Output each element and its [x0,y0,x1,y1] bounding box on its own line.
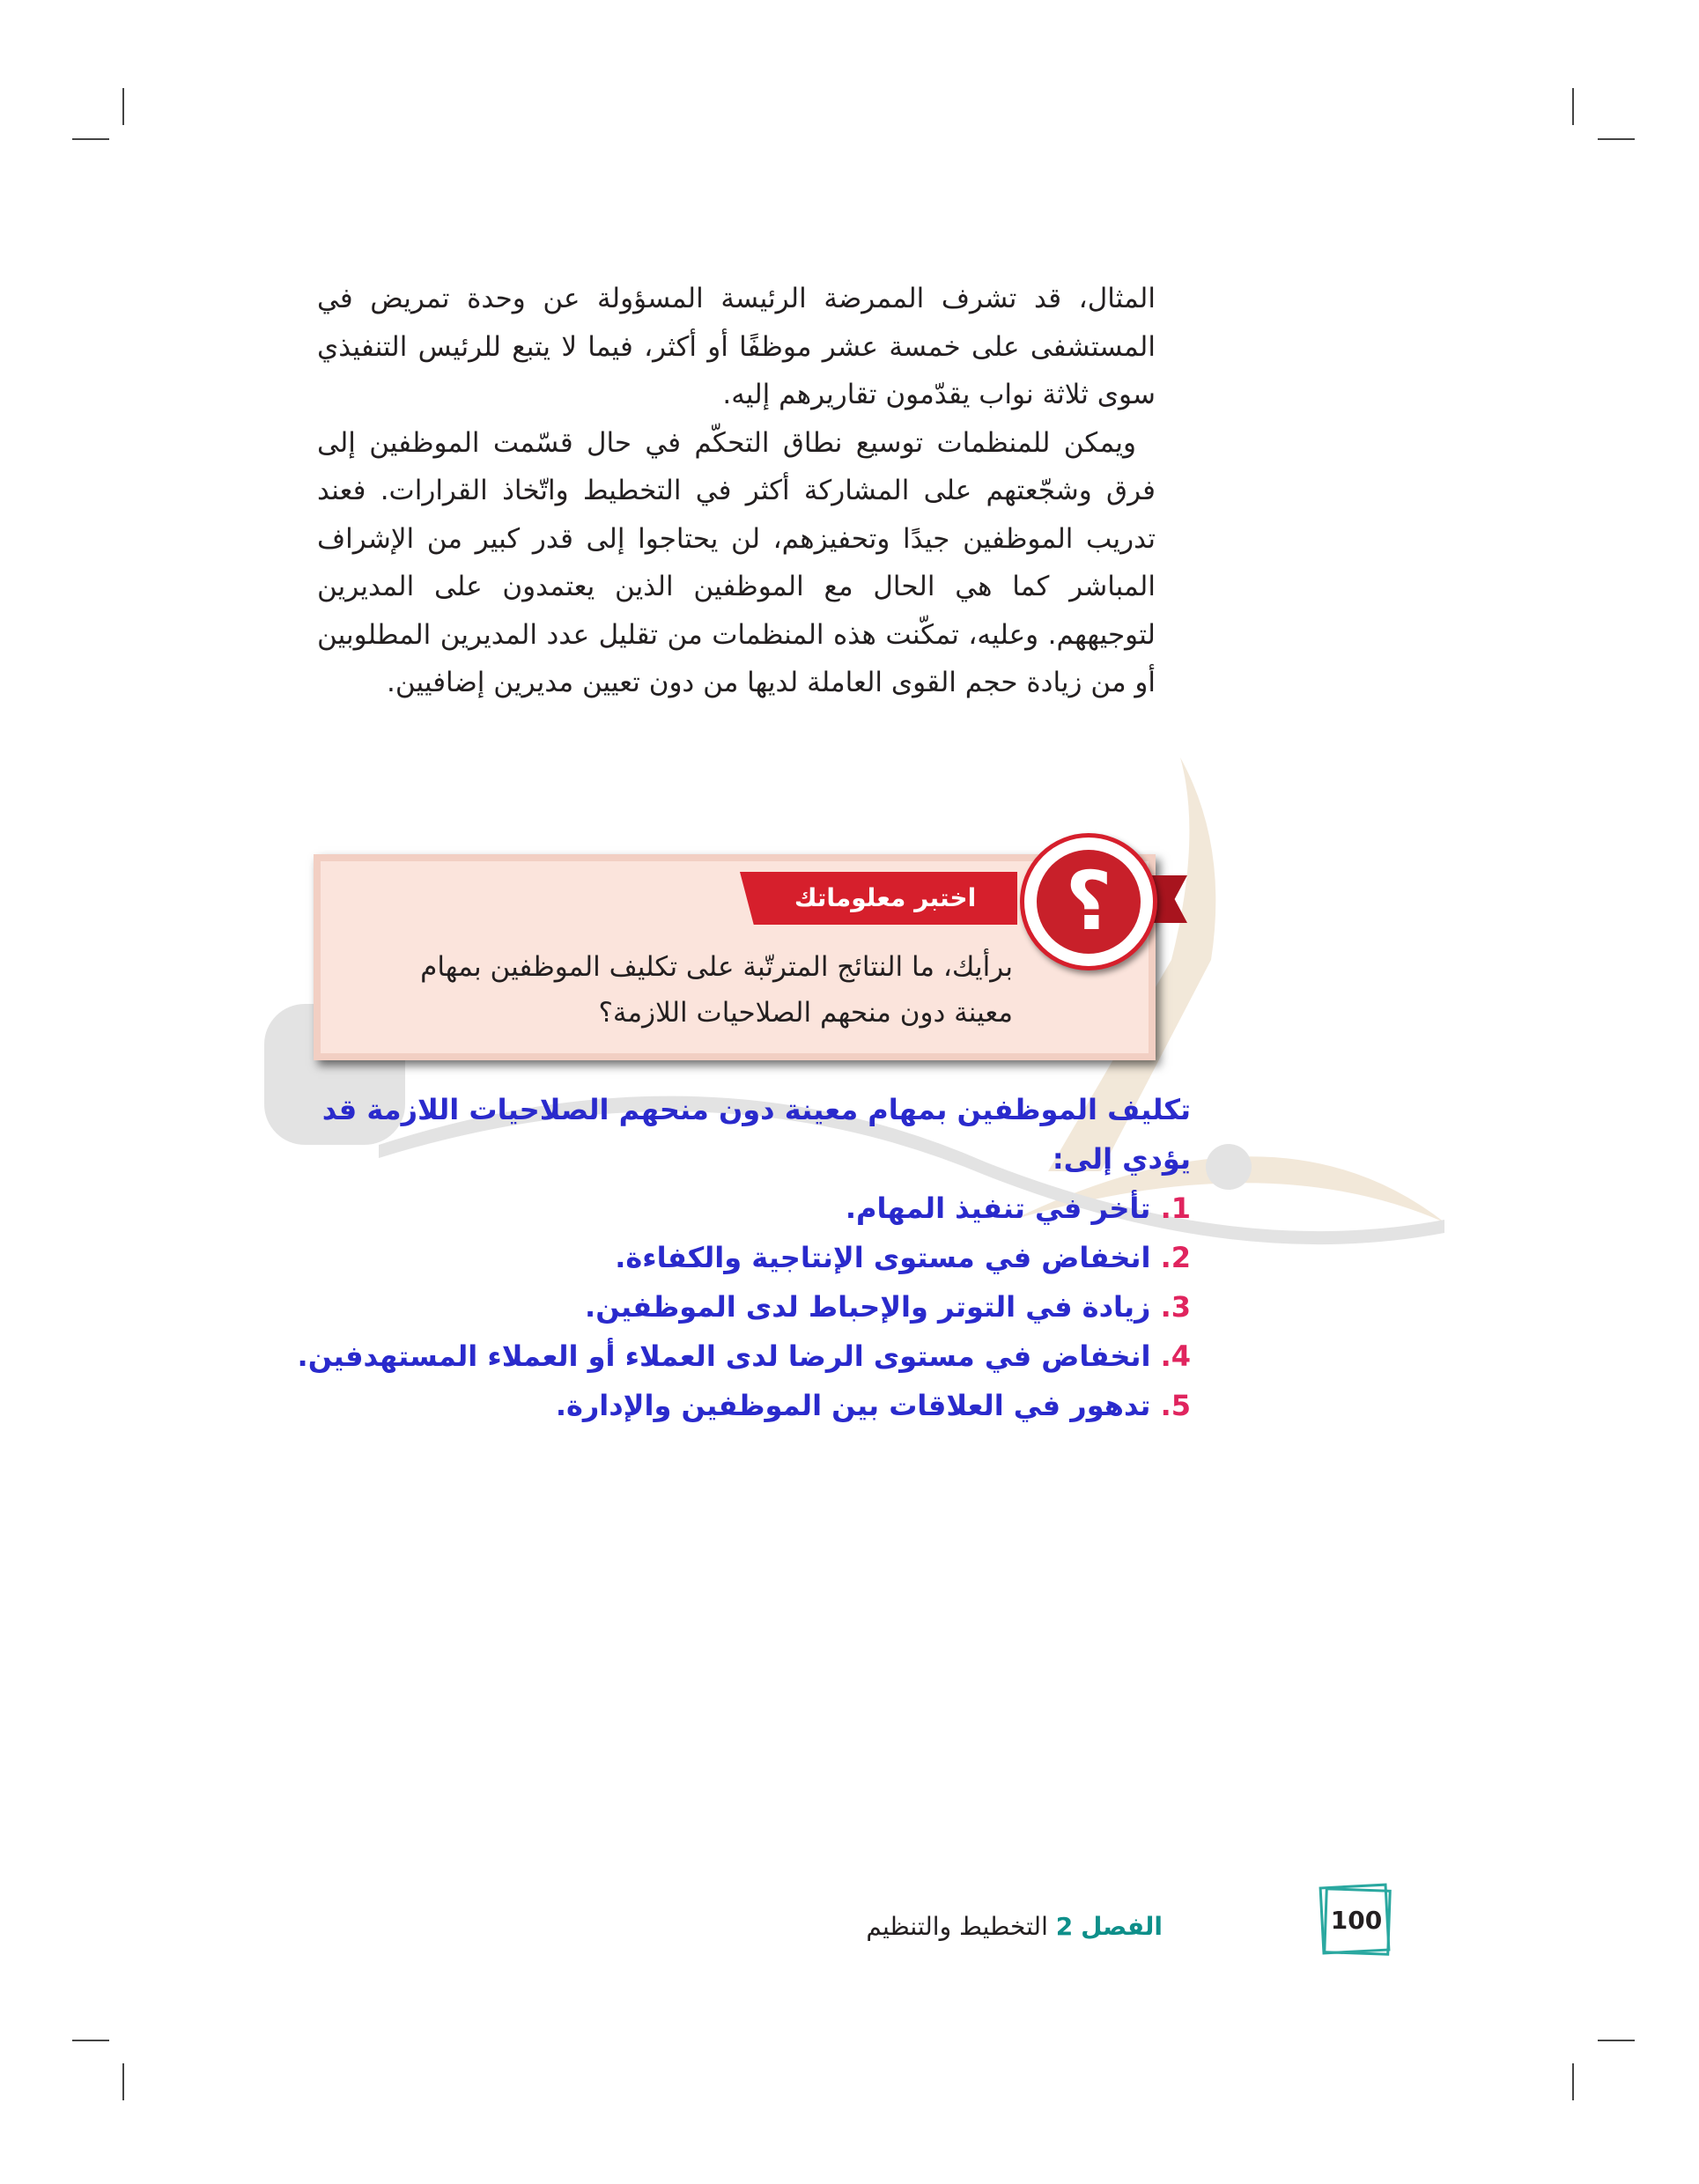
answer-item-text: انخفاض في مستوى الإنتاجية والكفاءة. [615,1241,1151,1274]
quiz-question: برأيك، ما النتائج المترتّبة على تكليف الموظفين بمهام معينة دون منحهم الصلاحيات اللازمة؟ [420,951,1013,1029]
chapter-number: 2 [1055,1912,1074,1941]
answer-item [291,1233,1191,1282]
body-paragraph: ويمكن للمنظمات توسيع نطاق التحكّم في حال قسّمت الموظفين إلى فرق وشجّعتهم على المشاركة أكثر في التخطيط واتّخاذ القرارات. فعند تدريب الموظفين جيدًا وتحفيزهم، لن يحتاجوا إلى قدر كبير من الإشراف المباشر كما هي الحال مع الموظفين الذين يعتمدون على المديرين لتوجيههم. وعليه، تمكّنت هذه المنظمات من تقليل عدد المديرين المطلوبين أو من زيادة حجم القوى العاملة لديها من دون تعيين مديرين إضافيين. [317,426,1156,698]
answer-item [291,1184,1191,1233]
answer-item [291,1381,1191,1430]
crop-mark [1572,2063,1574,2100]
answer-item-text: تدهور في العلاقات بين الموظفين والإدارة. [555,1389,1151,1422]
crop-mark [1598,138,1635,140]
chapter-label: الفصل [1081,1912,1163,1941]
crop-mark [1598,2040,1635,2041]
answer-item-text: انخفاض في مستوى الرضا لدى العملاء أو العملاء المستهدفين. [297,1339,1151,1373]
crop-mark [72,138,109,140]
crop-mark [1572,88,1574,125]
page-number: 100 [1330,1906,1383,1935]
chapter-title: التخطيط والتنظيم [866,1912,1048,1941]
answer-item [291,1282,1191,1332]
chapter-footer [863,1909,1163,1944]
body-paragraph: المثال، قد تشرف الممرضة الرئيسة المسؤولة عن وحدة تمريض في المستشفى على خمسة عشر موظفًا أو أكثر، فيما لا يتبع للرئيس التنفيذي سوى ثلاثة نواب يقدّمون تقاريرهم إليه. [317,283,1156,410]
quiz-title: اختبر معلوماتك [794,883,977,912]
answer-item [291,1332,1191,1381]
answer-item-text: زيادة في التوتر والإحباط لدى الموظفين. [585,1290,1151,1324]
answer-item-number: 5. [1160,1389,1191,1422]
answer-heading: تكليف الموظفين بمهام معينة دون منحهم الصلاحيات اللازمة قد يؤدي إلى: [321,1093,1191,1176]
crop-mark [122,2063,124,2100]
crop-mark [122,88,124,125]
answer-item-text: تأخر في تنفيذ المهام. [845,1192,1151,1225]
crop-mark [72,2040,109,2041]
question-mark-symbol: ؟ [1037,850,1141,954]
answer-item-number: 2. [1160,1241,1191,1274]
answer-item-number: 4. [1160,1339,1191,1373]
answer-list [291,1184,1191,1430]
answer-item-number: 1. [1160,1192,1191,1225]
answer-block [291,1085,1191,1430]
answer-item-number: 3. [1160,1290,1191,1324]
question-mark-icon [1020,833,1157,970]
body-text [317,275,1156,707]
